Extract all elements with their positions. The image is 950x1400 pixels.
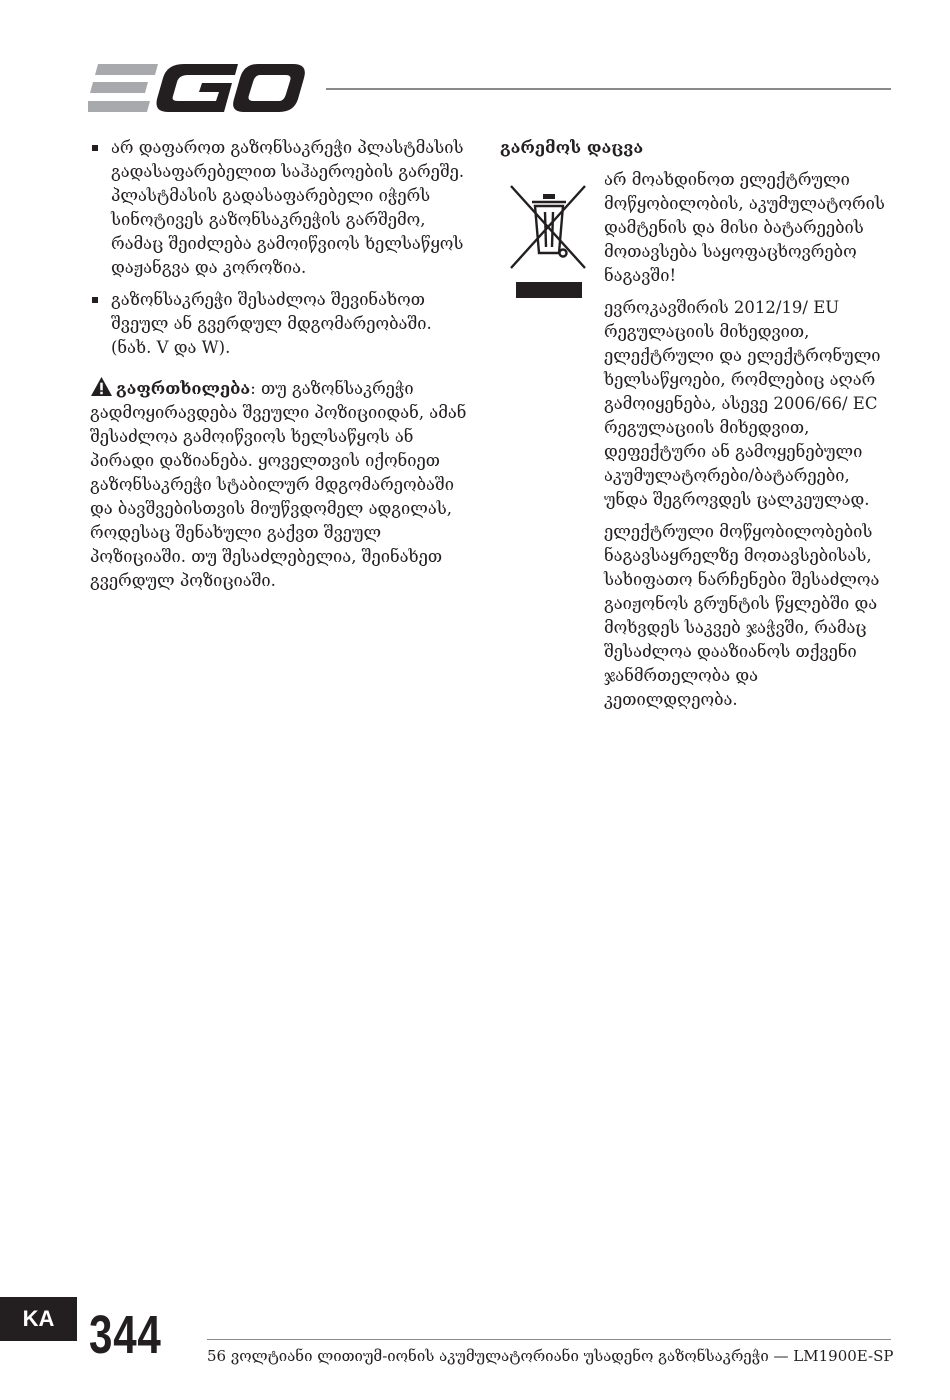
- eu-regulation-paragraph: ევროკავშირის 2012/19/ EU რეგულაციის მიხედვით, ელექტრული და ელექტრონული ხელსაწყოები, რომლებიც აღარ გამოიყენება, ასევე 2006/66/ EC რეგულაციის მიხედვით, დეფექტური ან გამოყენებული აკუმულატორები/ბატარეები, უნდა შეგროვდეს ცალკეულად.: [604, 298, 881, 509]
- language-tab: KA: [0, 1297, 77, 1341]
- section-title: გარემოს დაცვა: [500, 138, 644, 157]
- bullet-square-icon: [92, 145, 98, 151]
- page-number: 344: [89, 1305, 162, 1365]
- warning-triangle-icon: [90, 376, 113, 397]
- bullet-item: [90, 136, 470, 280]
- right-column: [500, 136, 895, 720]
- warning-text: : თუ გაზონსაკრეჭი გადმოყირავდება შვეული პოზიციიდან, ამან შესაძლოა გამოიწვიოს ხელსაწყოს ან პირადი დაზიანება. ყოველთვის იქონიეთ გაზონსაკრეჭი სტაბილურ მდგომარეობაში და ბავშვებისთვის მიუწვდომელ ადგილას, როდესაც შენახული გაქვთ შვეულ პოზიციაში. თუ შესაძლებელია, შეინახეთ გვერდულ პოზიციაში.: [90, 379, 467, 590]
- footer-rule: [207, 1339, 891, 1340]
- warning-label: გაფრთხილება: [116, 379, 251, 398]
- footer-text: 56 ვოლტიანი ლითიუმ-იონის აკუმულატორიანი უსადენო გაზონსაკრეჭი — LM1900E-SP: [207, 1347, 894, 1365]
- warning-paragraph: [90, 376, 470, 593]
- crossed-out-wheelie-bin-icon: [509, 180, 589, 298]
- hazard-paragraph: ელექტრული მოწყობილობების ნაგავსაყრელზე მოთავსებისას, სახიფათო ნარჩენები შესაძლოა გაიჟონოს გრუნტის წყლებში და მოხვდეს საკვებ ჯაჭვში, რამაც შესაძლოა დააზიანოს თქვენი ჯანმრთელობა და კეთილდღეობა.: [604, 522, 880, 709]
- bullet-text: არ დაფაროთ გაზონსაკრეჭი პლასტმასის გადასაფარებელით საჰაეროების გარეშე. პლასტმასის გადასაფარებელი იჭერს სინოტივეს გაზონსაკრეჭის გარშემო, რამაც შეიძლება გამოიწვიოს ხელსაწყოს დაჟანგვა და კოროზია.: [111, 138, 465, 277]
- bullet-list: [90, 136, 470, 360]
- disposal-warning-paragraph: არ მოახდინოთ ელექტრული მოწყობილობის, აკუმულატორის დამტენის და მისი ბატარეების მოთავსება საყოფაცხოვრებო ნაგავში!: [604, 170, 885, 285]
- bullet-item: [90, 288, 470, 360]
- bullet-text: გაზონსაკრეჭი შესაძლოა შევინახოთ შვეულ ან გვერდულ მდგომარეობაში. (ნახ. V და W).: [111, 290, 432, 357]
- header-rule: [326, 88, 891, 90]
- ego-logo: [88, 62, 306, 114]
- bullet-square-icon: [92, 297, 98, 303]
- left-column: [90, 136, 470, 610]
